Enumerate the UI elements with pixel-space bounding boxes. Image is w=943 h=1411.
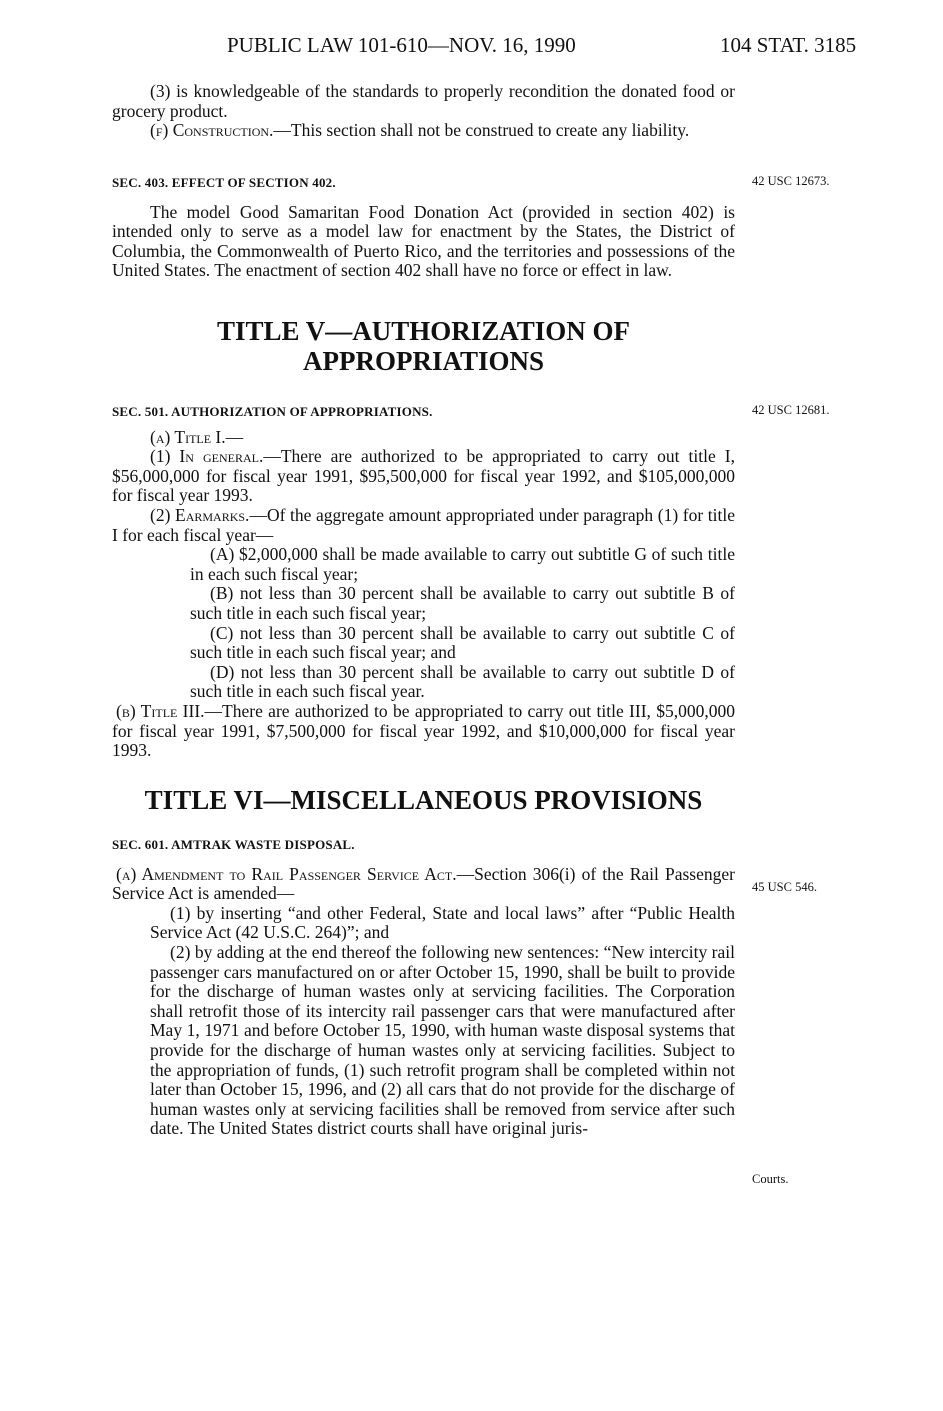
subsection-a-label: (a) Title I.— bbox=[150, 426, 244, 447]
top-block bbox=[112, 82, 735, 141]
earmarks-text: —Of the aggregate amount appropriated under paragraph (1) for title I for each fiscal year— bbox=[112, 504, 735, 545]
margin-note-501: 42 USC 12681. bbox=[752, 403, 830, 417]
section-501-heading: SEC. 501. AUTHORIZATION OF APPROPRIATIONS. bbox=[112, 404, 433, 419]
section-601 bbox=[112, 835, 735, 1139]
margin-note-601: 45 USC 546. bbox=[752, 880, 817, 894]
paragraph-3: (3) is knowledgeable of the standards to properly recondition the donated food or grocery product. bbox=[112, 81, 735, 121]
section-601-heading: SEC. 601. AMTRAK WASTE DISPOSAL. bbox=[112, 837, 355, 852]
amendment-label: (a) Amendment to Rail Passenger Service Act. bbox=[116, 863, 457, 884]
paragraph-1-in-general bbox=[112, 447, 735, 506]
subsection-f-text: —This section shall not be construed to create any liability. bbox=[273, 120, 690, 141]
subsection-a-amendment bbox=[112, 865, 735, 904]
running-header-stat-page: 104 STAT. 3185 bbox=[720, 33, 857, 57]
section-403-body: The model Good Samaritan Food Donation Act (provided in section 402) is intended only to serve as a model law for enactment by the States, the District of Columbia, the Commonwealth of Puerto Rico, and the territories and possessions of the United States. The enactment of section 402 shall have no force or effect in law. bbox=[112, 201, 735, 281]
paragraph-2-adding: (2) by adding at the end thereof the following new sentences: “New intercity rail passenger cars manufactured on or after October 15, 1990, shall be built to provide for the discharge of human wastes only at servicing facilities. The Corporation shall retrofit those of its intercity rail passenger cars that were manufactured after May 1, 1971 and before October 15, 1990, with human waste disposal systems that provide for the discharge of human wastes only at servicing facilities. Subject to the appropriation of funds, (1) such retrofit program shall be completed within not later than October 15, 1996, and (2) all cars that do not provide for the discharge of human wastes only at servicing facilities shall be removed from service after such date. The United States district courts shall have original juris- bbox=[150, 941, 735, 1139]
margin-note-403: 42 USC 12673. bbox=[752, 174, 830, 188]
paragraph-2-earmarks bbox=[112, 506, 735, 545]
subsection-f bbox=[112, 121, 735, 141]
title-v-line-2: APPROPRIATIONS bbox=[302, 346, 544, 376]
in-general-text: —There are authorized to be appropriated to carry out title I, $56,000,000 for fiscal year 1991, $95,500,000 for fiscal year 1992, and $105,000,000 for fiscal year 1993. bbox=[112, 446, 735, 506]
title-v-heading bbox=[112, 316, 735, 376]
subsection-f-label: (f) Construction. bbox=[150, 120, 274, 141]
margin-note-courts: Courts. bbox=[752, 1172, 789, 1186]
section-403-heading: SEC. 403. EFFECT OF SECTION 402. bbox=[112, 175, 336, 190]
running-header-title: PUBLIC LAW 101-610—NOV. 16, 1990 bbox=[227, 33, 576, 57]
amendment-text: —Section 306(i) of the Rail Passenger Service Act is amended— bbox=[112, 863, 735, 904]
earmarks-label: (2) Earmarks. bbox=[150, 504, 250, 525]
paragraph-1-inserting: (1) by inserting “and other Federal, State and local laws” after “Public Health Service Act (42 U.S.C. 264)”; and bbox=[150, 902, 735, 943]
title-vi-line-1: TITLE VI—MISCELLANEOUS PROVISIONS bbox=[144, 785, 703, 815]
in-general-label: (1) In general. bbox=[150, 446, 264, 467]
title-v-line-1: TITLE V—AUTHORIZATION OF bbox=[216, 316, 631, 346]
subparagraph-D: (D) not less than 30 percent shall be available to carry out subtitle D of such title in each such fiscal year. bbox=[190, 661, 735, 702]
subsection-a-title-i bbox=[112, 428, 735, 448]
subsection-b-title-iii bbox=[112, 702, 735, 761]
title-vi-heading bbox=[112, 785, 735, 815]
section-403 bbox=[112, 173, 735, 281]
subsection-b-label: (b) Title III. bbox=[116, 700, 205, 721]
subparagraph-B: (B) not less than 30 percent shall be available to carry out subtitle B of such title in each such fiscal year; bbox=[190, 583, 735, 623]
section-501 bbox=[112, 402, 735, 761]
subsection-b-text: —There are authorized to be appropriated to carry out title III, $5,000,000 for fiscal year 1991, $7,500,000 for fiscal year 1992, and $10,000,000 for fiscal year 1993. bbox=[112, 700, 735, 761]
subparagraph-C: (C) not less than 30 percent shall be available to carry out subtitle C of such title in each such fiscal year; and bbox=[190, 622, 735, 663]
subparagraph-A: (A) $2,000,000 shall be made available to carry out subtitle G of such title in each such fiscal year; bbox=[190, 544, 735, 584]
